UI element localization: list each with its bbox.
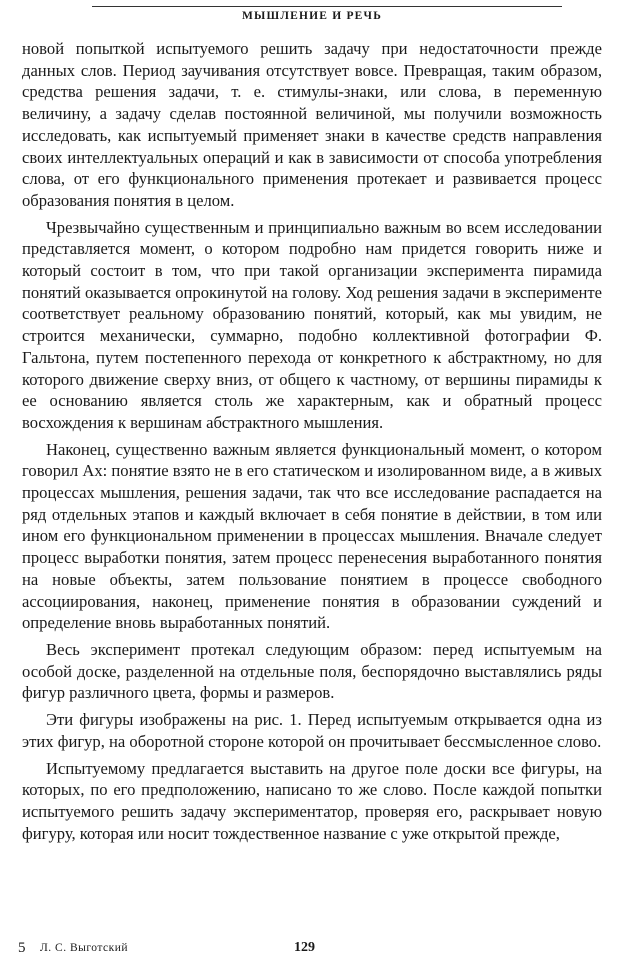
header-rule xyxy=(92,6,562,7)
paragraph: Наконец, существенно важным является функциональный момент, о котором говорил Ах: понятие взято не в его статическом и изолированном виде, а в живых процессах мышления, решения задачи, так что все исследование распадается на ряд отдельных этапов и каждый включает в себя понятие в действии, в том или ином его функциональном применении в процессах мышления. Вначале следует процесс выработки понятия, затем процесс перенесения выработанного понятия на новые объекты, затем пользование понятием в процессе свободного ассоциирования, наконец, применение понятия в образовании суждений и определение вновь выработанных понятий. xyxy=(22,439,602,633)
paragraph: Чрезвычайно существенным и принципиально важным во всем исследовании представляется момент, о котором подробно нам придется говорить ниже и который состоит в том, что при такой организации эксперимента пирамида понятий оказывается опрокинутой на голову. Ход решения задачи в эксперименте соответствует реальному образованию понятий, который, как мы увидим, не строится механически, суммарно, подобно коллективной фотографии Ф. Гальтона, путем постепенного перехода от конкретного к абстрактному, но для которого движение сверху вниз, от общего к частному, от вершины пирамиды к ее основанию является столь же характерным, как и обратный процесс восхождения к вершинам абстрактного мышления. xyxy=(22,217,602,432)
signature-number: 5 xyxy=(18,940,26,956)
page-footer xyxy=(18,940,602,960)
paragraph: Испытуемому предлагается выставить на другое поле доски все фигуры, на которых, по его предположению, написано то же слово. После каждой попытки испытуемого решить задачу экспериментатор, проверяя его, раскрывает новую фигуру, которая или носит тождественное название с уже открытой прежде, xyxy=(22,758,602,843)
body-text xyxy=(22,38,602,844)
book-page xyxy=(18,0,602,968)
page-number: 129 xyxy=(294,940,315,955)
running-head: МЫШЛЕНИЕ И РЕЧЬ xyxy=(241,10,382,22)
paragraph-continued: новой попыткой испытуемого решить задачу при недостаточности прежде данных слов. Период заучивания отсутствует вовсе. Превращая, таким образом, средства решения задачи, т. е. стимулы-знаки, или слова, в переменную величину, а задачу сделав постоянной величиной, мы получили возможность исследовать, как испытуемый применяет знаки в качестве средств направления своих интеллектуальных операций и как в зависимости от способа употребления слова, от его функционального применения протекает и развивается процесс образования понятия в целом. xyxy=(22,39,602,210)
paragraph: Весь эксперимент протекал следующим образом: перед испытуемым на особой доске, разделенной на отдельные поля, беспорядочно выставлялись ряды фигур различного цвета, формы и размеров. xyxy=(22,639,602,703)
signature-author: Л. С. Выготский xyxy=(40,942,129,954)
paragraph: Эти фигуры изображены на рис. 1. Перед испытуемым открывается одна из этих фигур, на оборотной стороне которой он прочитывает бессмысленное слово. xyxy=(22,710,602,751)
